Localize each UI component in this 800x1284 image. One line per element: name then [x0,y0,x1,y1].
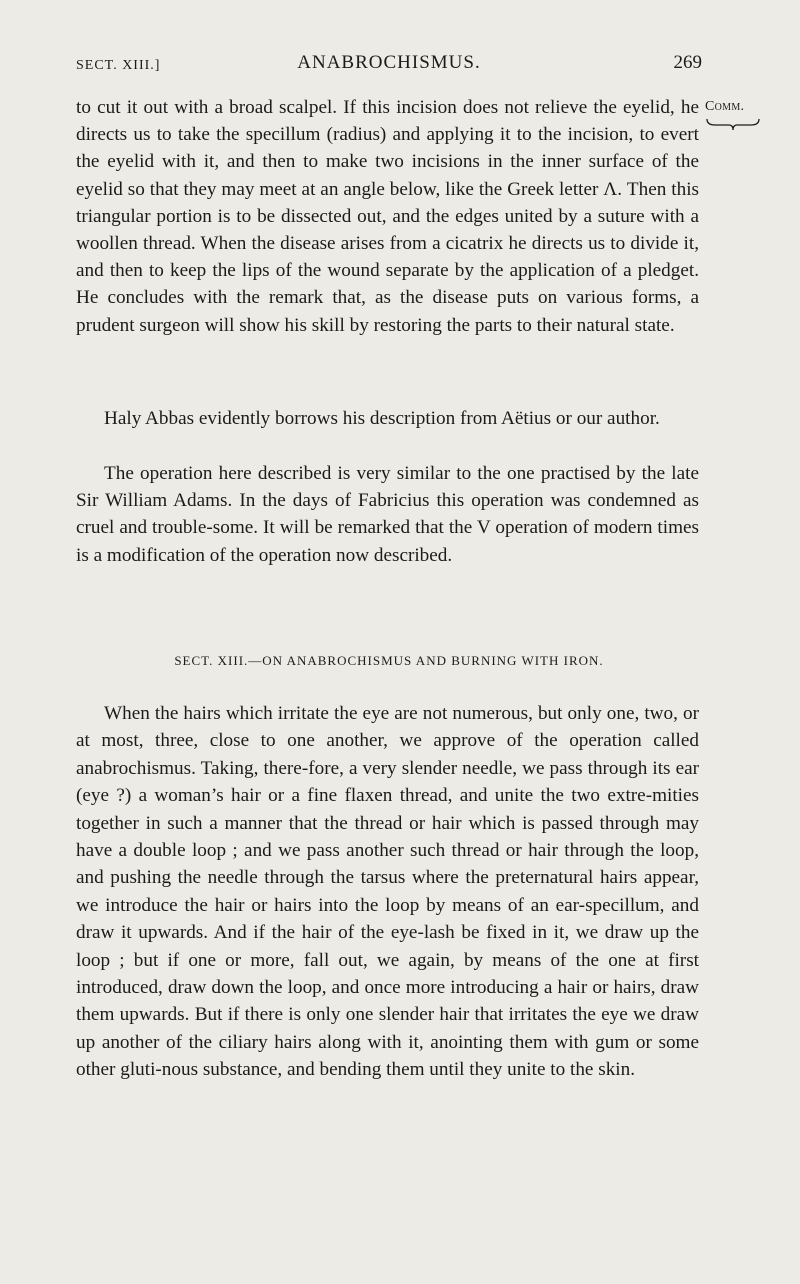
running-header [76,52,702,80]
header-section: SECT. XIII.] [76,58,161,73]
header-title: ANABROCHISMUS. [297,52,481,73]
paragraph-4: When the hairs which irritate the eye are not numerous, but only one, two, or at most, three, close to one another, we approve of the operation called anabrochismus. Taking, there-fore, a very slender needle, we pass through its ear (eye ?) a woman’s hair or a fine flaxen thread, and unite the two extre-mities together in such a manner that the thread or hair which is passed through may have a double loop ; and we pass another such thread or hair through the loop, and pushing the needle through the tarsus where the preternatural hairs appear, we introduce the hair or hairs into the loop by means of an ear-specillum, and draw it upwards. And if the hair of the eye-lash be fixed in it, we draw up the loop ; but if one or more, fall out, we again, by means of the one at first introduced, draw down the loop, and once more introducing a hair or hairs, draw them upwards. But if there is only one slender hair that irritates the eye we draw up another of the ciliary hairs along with it, anointing them with gum or some other gluti-nous substance, and bending them until they unite to the skin. [76,703,699,1081]
margin-note: Comm. [705,99,745,114]
paragraph-2: Haly Abbas evidently borrows his description from Aëtius or our author. [104,408,660,429]
paragraph-1: to cut it out with a broad scalpel. If this incision does not relieve the eyelid, he directs us to take the specillum (radius) and applying it to the incision, to evert the eyelid with it, and then to make two incisions in the inner surface of the eyelid so that they may meet at an angle below, like the Greek letter Λ. Then this triangular portion is to be dissected out, and the edges united by a suture with a woollen thread. When the disease arises from a cicatrix he directs us to divide it, and then to keep the lips of the wound separate by the application of a pledget. He concludes with the remark that, as the disease puts on various forms, a prudent surgeon will show his skill by restoring the parts to their natural state. [76,97,699,336]
page-number: 269 [673,52,702,73]
margin-brace-icon [705,116,761,132]
paragraph-3: The operation here described is very similar to the one practised by the late Sir William Adams. In the days of Fabricius this operation was condemned as cruel and trouble-some. It will be remarked that the V operation of modern times is a modification of the operation now described. [76,463,699,566]
section-heading: SECT. XIII.—ON ANABROCHISMUS AND BURNING WITH IRON. [174,653,604,668]
